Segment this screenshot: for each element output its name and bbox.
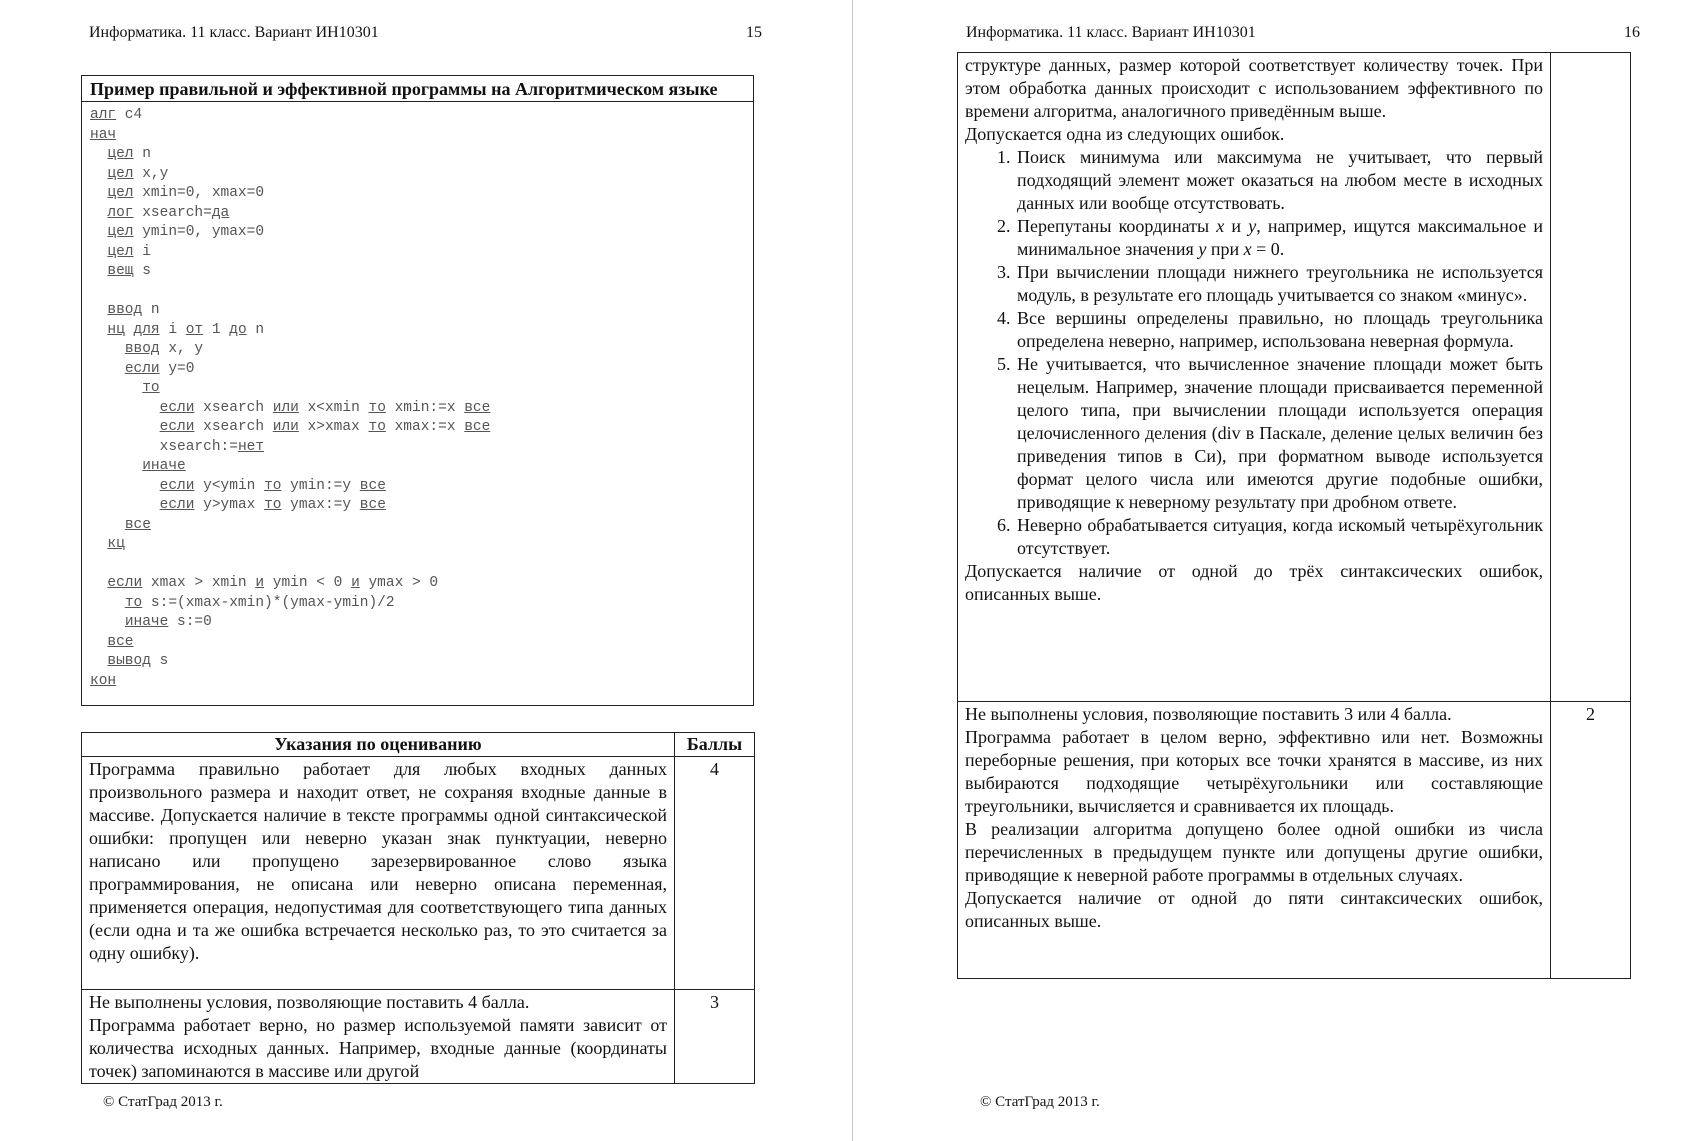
criteria-text	[82, 990, 675, 1084]
code-keyword: то	[124, 594, 143, 611]
code-keyword: цел	[107, 185, 134, 201]
page-number: 15	[746, 24, 762, 41]
code-keyword: если	[159, 497, 195, 513]
code-line	[90, 457, 753, 477]
code-keyword: или	[272, 399, 299, 416]
criteria-paragraph: структуре данных, размер которой соответствует количеству точек. При этом обработка данных происходит с использованием эффективного по времени алгоритма, аналогичного приведённым выше.	[965, 55, 1543, 121]
code-keyword: все	[359, 497, 386, 513]
code-line: вывод s	[107, 653, 169, 669]
code-keyword: если	[107, 575, 143, 591]
code-keyword: если	[159, 399, 195, 416]
code-line: если xmax > xmin и ymin < 0 и ymax > 0	[107, 575, 439, 591]
table-row	[82, 757, 755, 990]
code-line: ввод x, y	[124, 341, 204, 357]
criteria-paragraph: Допускается наличие от одной до пяти синтаксических ошибок, описанных выше.	[965, 888, 1543, 931]
criteria-text	[958, 53, 1551, 702]
page-header: Информатика. 11 класс. Вариант ИН10301	[966, 24, 1256, 41]
grading-table-continued	[957, 52, 1631, 979]
page-footer: © СтатГрад 2013 г.	[980, 1094, 1100, 1110]
code-line	[90, 633, 753, 653]
page-footer: © СтатГрад 2013 г.	[103, 1094, 223, 1110]
table-row	[958, 53, 1631, 702]
program-table	[81, 75, 754, 706]
code-keyword: кон	[90, 672, 117, 689]
code-line: вещ s	[107, 263, 151, 279]
code-keyword: то	[264, 477, 282, 494]
code-line: цел xmin=0, xmax=0	[107, 185, 265, 201]
grading-table	[81, 732, 755, 1084]
code-keyword: нач	[90, 126, 117, 143]
code-keyword: иначе	[142, 458, 186, 474]
code-keyword: и	[351, 575, 360, 591]
code-keyword: то	[368, 419, 386, 435]
page-divider	[852, 0, 853, 1141]
code-keyword: для	[133, 321, 160, 338]
code-keyword: иначе	[124, 614, 169, 630]
errors-intro: Допускается одна из следующих ошибок.	[965, 124, 1285, 144]
code-line: цел ymin=0, ymax=0	[107, 224, 265, 240]
code-keyword: все	[107, 633, 134, 650]
code-keyword: или	[272, 419, 299, 435]
code-line	[90, 535, 753, 555]
code-line	[90, 555, 753, 575]
code-keyword: все	[464, 419, 491, 435]
code-keyword: и	[255, 575, 265, 591]
code-keyword: цел	[107, 146, 134, 162]
code-line	[90, 516, 753, 536]
code-line: если y<ymin то ymin:=y все	[159, 477, 386, 494]
criteria-paragraph: Программа работает в целом верно, эффективно или нет. Возможны переборные решения, при которых все точки хранятся в массиве, из них выбираются подходящие четырёхугольники или составляющие треугольники, вычисляется и сравнивается их площадь.	[965, 727, 1543, 816]
criteria-paragraph: В реализации алгоритма допущено более одной ошибки из числа перечисленных в предыдущем пункте или допущены другие ошибки, приводящие к неверной работе программы в отдельных случаях.	[965, 819, 1543, 885]
list-item: 2. Перепутаны координаты x и y, например, ищутся максимальное и минимальное значения y при x = 0.	[1015, 215, 1543, 261]
table-row	[82, 990, 755, 1084]
code-keyword: все	[464, 399, 491, 416]
code-keyword: лог	[107, 204, 134, 221]
code-line	[90, 672, 753, 692]
code-line: xsearch:=нет	[90, 438, 265, 455]
code-line: иначе s:=0	[124, 614, 212, 630]
criteria-paragraph: Не выполнены условия, позволяющие поставить 4 балла.	[89, 992, 530, 1012]
errors-list	[965, 146, 1543, 560]
code-line: если y>ymax то ymax:=y все	[159, 497, 386, 513]
score-cell: 3	[675, 990, 755, 1084]
code-line: если y=0	[124, 360, 195, 377]
code-line: нц для i от 1 до n	[107, 321, 265, 338]
page-header: Информатика. 11 класс. Вариант ИН10301	[89, 24, 379, 41]
code-keyword: нет	[237, 438, 265, 455]
criteria-paragraph: Программа работает верно, но размер используемой памяти зависит от количества исходных данных. Например, входные данные (координаты точек) запоминаются в массиве или другой	[89, 1015, 667, 1081]
code-keyword: то	[368, 399, 386, 416]
code-keyword: цел	[107, 165, 134, 182]
code-line	[90, 379, 753, 399]
code-keyword: вывод	[107, 653, 151, 669]
code-keyword: все	[124, 516, 151, 533]
right-page	[855, 0, 1704, 1141]
page-number: 16	[1624, 24, 1640, 41]
code-keyword: цел	[107, 243, 134, 260]
code-keyword: если	[159, 477, 195, 494]
instructions-header: Указания по оцениванию	[82, 733, 675, 757]
code-keyword: до	[229, 321, 247, 338]
program-title: Пример правильной и эффективной программы на Алгоритмическом языке	[82, 76, 754, 102]
code-keyword: ввод	[107, 302, 143, 318]
code-keyword: цел	[107, 224, 134, 240]
code-line: цел n	[107, 146, 151, 162]
code-listing	[82, 102, 753, 691]
code-keyword: да	[211, 204, 230, 221]
list-item: 1. Поиск минимума или максимума не учитывает, что первый подходящий элемент может оказаться на любом месте в исходных данных или вообще отсутствовать.	[1015, 146, 1543, 215]
code-keyword: кц	[107, 536, 125, 552]
code-keyword: если	[124, 360, 160, 377]
list-item: 3. При вычислении площади нижнего треугольника не используется модуль, в результате его площадь учитывается со знаком «минус».	[1015, 261, 1543, 307]
criteria-text	[958, 702, 1551, 979]
criteria-paragraph: Не выполнены условия, позволяющие поставить 3 или 4 балла.	[965, 704, 1452, 724]
code-line: то s:=(xmax-xmin)*(ymax-ymin)/2	[124, 594, 395, 611]
code-line: если xsearch или x>xmax то xmax:=x все	[159, 419, 491, 435]
code-line: ввод n	[107, 302, 160, 318]
list-item: 4. Все вершины определены правильно, но площадь треугольника определена неверно, например, использована неверная формула.	[1015, 307, 1543, 353]
code-line: если xsearch или x<xmin то xmin:=x все	[159, 399, 491, 416]
code-keyword: ввод	[124, 341, 160, 357]
score-cell	[1551, 53, 1631, 702]
code-keyword: нц	[107, 321, 125, 338]
criteria-paragraph: Программа правильно работает для любых входных данных произвольного размера и находит ответ, не сохраняя входные данные в массиве. Допускается наличие в тексте программы одной синтаксической ошибки: пропущен или неверно указан знак пунктуации, неверно написано или пропущено зарезервированное слово языка программирования, не описана или неверно описана переменная, применяется операция, недопустимая для соответствующего типа данных (если одна и та же ошибка встречается несколько раз, то это считается за одну ошибку).	[89, 759, 667, 963]
code-keyword: алг	[90, 107, 117, 123]
code-line	[90, 126, 753, 146]
table-row	[958, 702, 1631, 979]
code-keyword: вещ	[107, 263, 134, 279]
list-item: 5. Не учитывается, что вычисленное значение площади может быть нецелым. Например, значение площади присваивается переменной целого типа, при вычислении площади используется операция целочисленного деления (div в Паскале, деление целых величин без приведения типов в Си), при форматном выводе используется формат целого числа или имеются другие подобные ошибки, приводящие к неверному результату при дробном ответе.	[1015, 353, 1543, 514]
code-keyword: если	[159, 419, 195, 435]
score-cell: 4	[675, 757, 755, 990]
code-keyword: то	[264, 497, 282, 513]
list-item: 6. Неверно обрабатывается ситуация, когда искомый четырёхугольник отсутствует.	[1015, 514, 1543, 560]
points-header: Баллы	[675, 733, 755, 757]
code-line: цел i	[107, 243, 151, 260]
code-line: лог xsearch=да	[107, 204, 230, 221]
score-cell: 2	[1551, 702, 1631, 979]
criteria-text	[82, 757, 675, 990]
code-line: алг c4	[90, 107, 143, 123]
code-keyword: все	[359, 477, 386, 494]
code-cell	[82, 102, 754, 706]
code-keyword: от	[185, 321, 204, 338]
code-line: цел x,y	[107, 165, 169, 182]
criteria-paragraph: Допускается наличие от одной до трёх синтаксических ошибок, описанных выше.	[965, 561, 1543, 604]
code-keyword: то	[142, 380, 160, 396]
code-line	[90, 282, 753, 302]
